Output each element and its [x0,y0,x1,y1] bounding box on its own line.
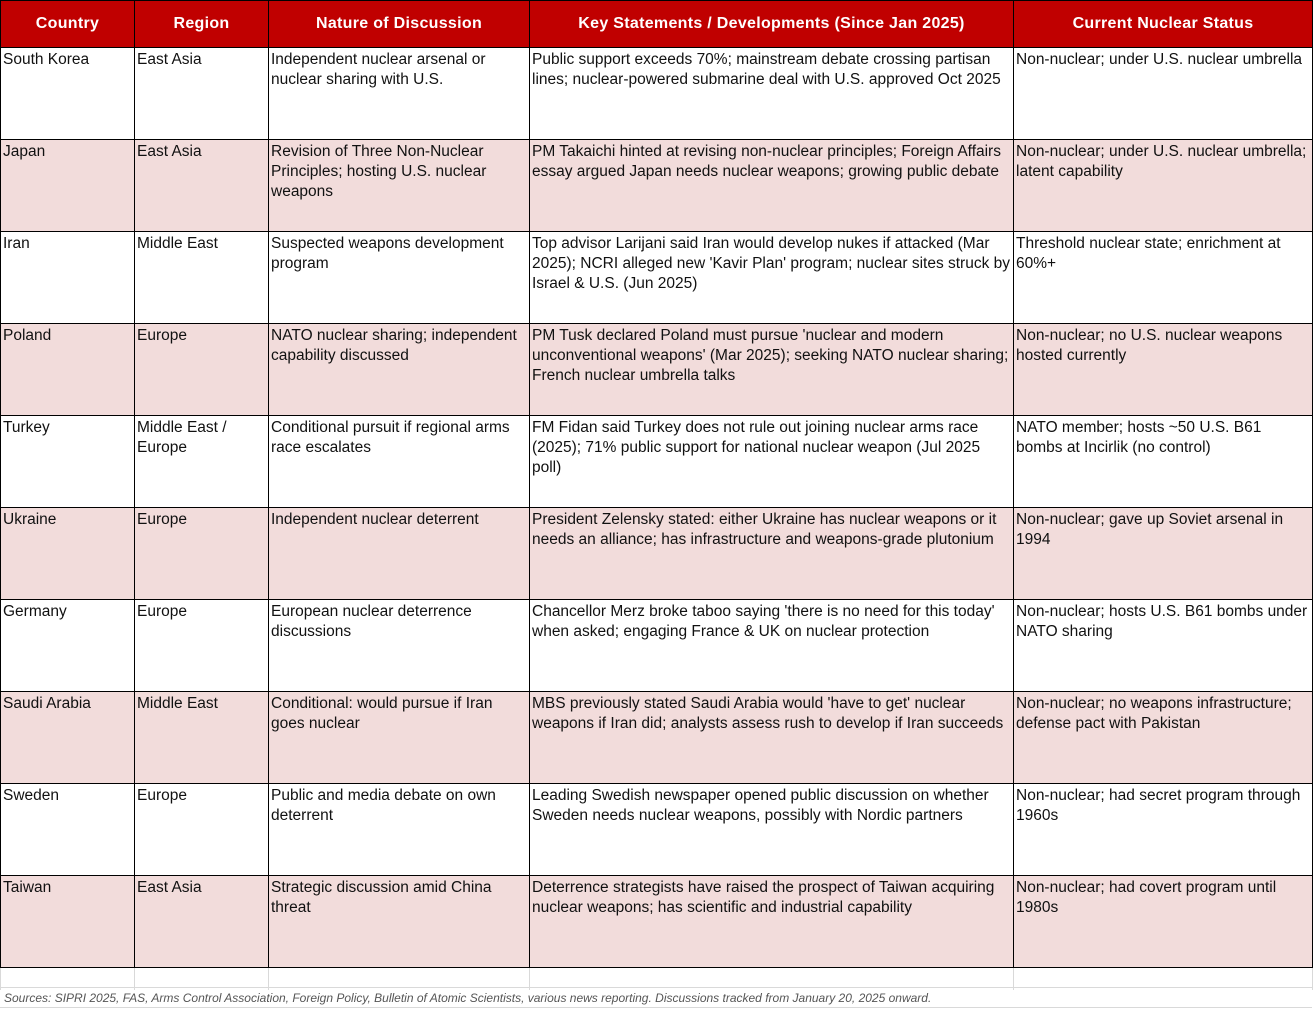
cell-region: Middle East [135,692,269,784]
cell-region: Europe [135,508,269,600]
cell-country: Sweden [1,784,135,876]
cell-statements: Deterrence strategists have raised the prospect of Taiwan acquiring nuclear weapons; has scientific and industrial capability [530,876,1014,968]
header-row [1,1,1313,48]
cell-statements: PM Takaichi hinted at revising non-nuclear principles; Foreign Affairs essay argued Japan needs nuclear weapons; growing public debate [530,140,1014,232]
cell-statements: President Zelensky stated: either Ukraine has nuclear weapons or it needs an alliance; has infrastructure and weapons-grade plutonium [530,508,1014,600]
cell-status: Non-nuclear; gave up Soviet arsenal in 1994 [1014,508,1313,600]
cell-status: Non-nuclear; hosts U.S. B61 bombs under NATO sharing [1014,600,1313,692]
cell-statements: PM Tusk declared Poland must pursue 'nuclear and modern unconventional weapons' (Mar 2025); seeking NATO nuclear sharing; French nuclear umbrella talks [530,324,1014,416]
cell-status: Non-nuclear; no weapons infrastructure; defense pact with Pakistan [1014,692,1313,784]
cell-statements: FM Fidan said Turkey does not rule out joining nuclear arms race (2025); 71% public support for national nuclear weapon (Jul 2025 poll) [530,416,1014,508]
cell-country: Iran [1,232,135,324]
cell-region: Europe [135,324,269,416]
cell-nature: Public and media debate on own deterrent [269,784,530,876]
cell-statements: Public support exceeds 70%; mainstream debate crossing partisan lines; nuclear-powered submarine deal with U.S. approved Oct 2025 [530,48,1014,140]
cell-country: Japan [1,140,135,232]
cell-nature: Conditional pursuit if regional arms race escalates [269,416,530,508]
cell-status: Threshold nuclear state; enrichment at 60%+ [1014,232,1313,324]
cell-region: Middle East [135,232,269,324]
cell-nature: Independent nuclear deterrent [269,508,530,600]
header-statements: Key Statements / Developments (Since Jan 2025) [530,1,1014,48]
cell-nature: Conditional: would pursue if Iran goes nuclear [269,692,530,784]
header-country: Country [1,1,135,48]
cell-country: Ukraine [1,508,135,600]
cell-status: Non-nuclear; had secret program through 1960s [1014,784,1313,876]
table-row [1,140,1313,232]
table-row [1,784,1313,876]
table-row [1,48,1313,140]
header-status: Current Nuclear Status [1014,1,1313,48]
table-row [1,508,1313,600]
cell-status: NATO member; hosts ~50 U.S. B61 bombs at Incirlik (no control) [1014,416,1313,508]
cell-country: Poland [1,324,135,416]
cell-statements: Top advisor Larijani said Iran would develop nukes if attacked (Mar 2025); NCRI alleged new 'Kavir Plan' program; nuclear sites struck by Israel & U.S. (Jun 2025) [530,232,1014,324]
cell-region: Europe [135,600,269,692]
table-row [1,692,1313,784]
cell-country: South Korea [1,48,135,140]
cell-status: Non-nuclear; under U.S. nuclear umbrella; latent capability [1014,140,1313,232]
cell-status: Non-nuclear; no U.S. nuclear weapons hosted currently [1014,324,1313,416]
cell-region: East Asia [135,876,269,968]
cell-statements: Leading Swedish newspaper opened public discussion on whether Sweden needs nuclear weapons, possibly with Nordic partners [530,784,1014,876]
cell-country: Turkey [1,416,135,508]
cell-country: Germany [1,600,135,692]
table-row [1,232,1313,324]
cell-status: Non-nuclear; had covert program until 1980s [1014,876,1313,968]
cell-region: East Asia [135,48,269,140]
cell-nature: NATO nuclear sharing; independent capability discussed [269,324,530,416]
cell-country: Saudi Arabia [1,692,135,784]
table-row [1,876,1313,968]
cell-region: East Asia [135,140,269,232]
cell-statements: Chancellor Merz broke taboo saying 'there is no need for this today' when asked; engaging France & UK on nuclear protection [530,600,1014,692]
cell-nature: Strategic discussion amid China threat [269,876,530,968]
table-row [1,416,1313,508]
sources-footnote: Sources: SIPRI 2025, FAS, Arms Control Association, Foreign Policy, Bulletin of Atomic Scientists, various news reporting. Discussions tracked from January 20, 2025 onward. [0,987,1312,1008]
cell-region: Europe [135,784,269,876]
header-nature: Nature of Discussion [269,1,530,48]
cell-nature: European nuclear deterrence discussions [269,600,530,692]
cell-statements: MBS previously stated Saudi Arabia would 'have to get' nuclear weapons if Iran did; analysts assess rush to develop if Iran succeeds [530,692,1014,784]
cell-country: Taiwan [1,876,135,968]
cell-status: Non-nuclear; under U.S. nuclear umbrella [1014,48,1313,140]
cell-nature: Independent nuclear arsenal or nuclear sharing with U.S. [269,48,530,140]
header-region: Region [135,1,269,48]
table-row [1,600,1313,692]
cell-nature: Suspected weapons development program [269,232,530,324]
table-row [1,324,1313,416]
cell-region: Middle East / Europe [135,416,269,508]
cell-nature: Revision of Three Non-Nuclear Principles; hosting U.S. nuclear weapons [269,140,530,232]
